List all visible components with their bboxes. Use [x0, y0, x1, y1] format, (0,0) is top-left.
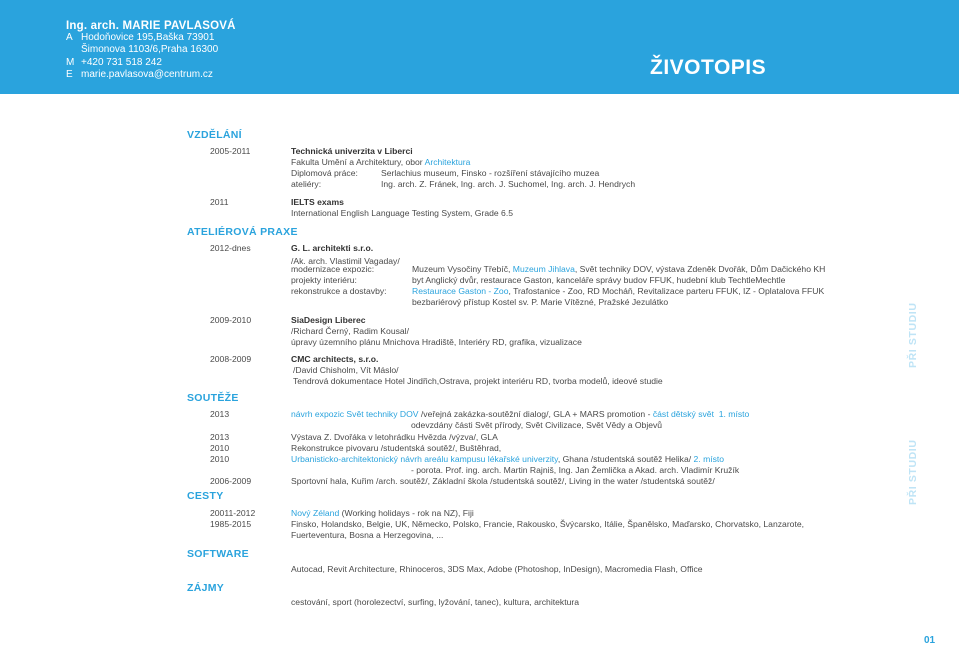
faculty-text: Fakulta Umění a Architektury, obor: [291, 157, 425, 167]
competition-2-text: Výstava Z. Dvořáka v letohrádku Hvězda /výzva/, GLA: [291, 432, 498, 442]
vertical-label-1: PŘI STUDIU: [907, 302, 919, 368]
competition-1-line: [291, 409, 749, 420]
competition-link[interactable]: Urbanisticko-architektonický návrh areálu kampusu lékařské univerzity: [291, 454, 558, 464]
competition-4-years: 2010: [210, 454, 230, 464]
practice-1-row-4: bezbariérový přístup Kostel sv. P. Marie Vítězné, Pražské Jezulátko: [412, 297, 669, 307]
travel-2-years: 1985-2015: [210, 519, 252, 529]
software-text: Autocad, Revit Architecture, Rhinoceros, 3DS Max, Adobe (Photoshop, InDesign), Macromedia Flash, Office: [291, 564, 703, 574]
competition-4-line-2: - porota. Prof. ing. arch. Martin Rajniš, Ing. Jan Žemlička a Akad. arch. Vladimír Kružík: [411, 465, 740, 475]
email-link[interactable]: marie.pavlasova@centrum.cz: [81, 68, 213, 80]
address-line-2: Šimonova 1103/6,Praha 16300: [81, 44, 219, 56]
travel-text: (Working holidays - rok na NZ), Fiji: [339, 508, 474, 518]
education-2-title: IELTS exams: [291, 197, 344, 207]
education-2-detail: International English Language Testing System, Grade 6.5: [291, 208, 513, 218]
travel-1-years: 20011-2012: [210, 508, 256, 518]
education-1-years: 2005-2011: [210, 146, 251, 156]
section-travel-heading: CESTY: [187, 490, 224, 502]
practice-1-row-3: [291, 286, 824, 297]
row-text: , Svět techniky DOV, výstava Zdeněk Dvořák, Dům Dačického KH: [574, 264, 826, 274]
competition-link[interactable]: část dětský svět: [652, 409, 714, 419]
interests-text: cestování, sport (horolezectví, surfing, lyžování, tanec), kultura, architektura: [291, 597, 580, 607]
faculty-link[interactable]: Architektura: [424, 157, 471, 167]
competition-link[interactable]: návrh expozic Svět techniky DOV: [291, 409, 419, 419]
practice-1-firm: G. L. architekti s.r.o.: [291, 243, 374, 253]
email-key: E: [66, 68, 73, 80]
practice-3-detail: Tendrová dokumentace Hotel Jindřich,Ostrava, projekt interiéru RD, tvorba modelů, ideové studie: [293, 376, 663, 386]
section-education-heading: VZDĚLÁNÍ: [187, 129, 242, 141]
row-label: rekonstrukce a dostavby:: [291, 286, 387, 296]
practice-2-detail: úpravy územního plánu Mnichova Hradiště, Interiéry RD, grafika, vizualizace: [291, 337, 582, 347]
practice-3-boss: /David Chisholm, Vít Máslo/: [293, 365, 399, 375]
section-competitions-heading: SOUTĚŽE: [187, 392, 239, 404]
address-key: A: [66, 32, 73, 44]
education-1-thesis: [291, 168, 599, 179]
competition-placement[interactable]: 2. místo: [693, 454, 725, 464]
section-practice-heading: ATELIÉROVÁ PRAXE: [187, 226, 298, 238]
contact-block: [66, 20, 236, 81]
practice-2-boss: /Richard Černý, Radim Kousal/: [291, 326, 409, 336]
competition-3-text: Rekonstrukce pivovaru /studentská soutěž/, Buštěhrad,: [291, 443, 502, 453]
row-label: projekty interiéru:: [291, 275, 357, 285]
row-label: modernizace expozic:: [291, 264, 375, 274]
address-line-1: Hodoňovice 195,Baška 73901: [81, 32, 215, 44]
competition-3-years: 2010: [210, 443, 230, 453]
competition-text: /veřejná zakázka-soutěžní dialog/, GLA + MARS promotion -: [418, 409, 653, 419]
travel-1-line: [291, 508, 474, 519]
competition-5-text: Sportovní hala, Kuřim /arch. soutěž/, Základní škola /studentská soutěž/, Living in the water /studentská soutěž/: [291, 476, 715, 486]
practice-3-years: 2008-2009: [210, 354, 252, 364]
restaurant-link[interactable]: Restaurace Gaston - Zoo: [412, 286, 509, 296]
practice-1-row-1: [291, 264, 825, 275]
practice-3-firm: CMC architects, s.r.o.: [291, 354, 379, 364]
thesis-value: Serlachius museum, Finsko - rozšíření stávajícího muzea: [381, 168, 600, 178]
competition-5-years: 2006-2009: [210, 476, 252, 486]
practice-2-firm: SiaDesign Liberec: [291, 315, 366, 325]
practice-1-row-2: [291, 275, 785, 286]
competition-text: , Ghana /studentská soutěž Helika/: [557, 454, 694, 464]
row-text: byt Anglický dvůr, restaurace Gaston, kanceláře správy budov FFUK, hudební klub TechtleMechtle: [412, 275, 786, 285]
practice-1-boss: /Ak. arch. Vlastimil Vagaday/: [291, 256, 400, 266]
practice-1-years: 2012-dnes: [210, 243, 251, 253]
contact-name: Ing. arch. MARIE PAVLASOVÁ: [66, 20, 236, 32]
travel-link[interactable]: Nový Zéland: [291, 508, 340, 518]
travel-2-line-2: Fuerteventura, Bosna a Herzegovina, ...: [291, 530, 444, 540]
competition-placement[interactable]: 1. místo: [718, 409, 750, 419]
phone-key: M: [66, 56, 75, 68]
practice-2-years: 2009-2010: [210, 315, 252, 325]
thesis-label: Diplomová práce:: [291, 168, 358, 178]
education-2-years: 2011: [210, 197, 229, 207]
section-software-heading: SOFTWARE: [187, 548, 249, 560]
competition-1-years: 2013: [210, 409, 230, 419]
document-title: ŽIVOTOPIS: [650, 56, 767, 79]
travel-2-line-1: Finsko, Holandsko, Belgie, UK, Německo, Polsko, Francie, Rakousko, Švýcarsko, Itálie, Španělsko, Maďarsko, Chorvatsko, Lanzarote,: [291, 519, 805, 529]
competition-1-line-2: odevzdány části Svět přírody, Svět Civilizace, Svět Vědy a Objevů: [411, 420, 663, 430]
education-1-faculty: [291, 157, 470, 168]
phone: +420 731 518 242: [81, 56, 162, 68]
row-text: Muzeum Vysočiny Třebíč,: [412, 264, 513, 274]
competition-2-years: 2013: [210, 432, 230, 442]
row-text: , Trafostanice - Zoo, RD Mocháň, Revitalizace parteru FFUK, IZ - Oplatalova FFUK: [508, 286, 825, 296]
competition-4-line: [291, 454, 724, 465]
studios-label: ateliéry:: [291, 179, 322, 189]
vertical-label-2: PŘI STUDIU: [907, 439, 919, 505]
education-1-studios: [291, 179, 635, 190]
education-1-school: Technická univerzita v Liberci: [291, 146, 413, 156]
studios-value: Ing. arch. Z. Fránek, Ing. arch. J. Suchomel, Ing. arch. J. Hendrych: [381, 179, 636, 189]
page-number: 01: [924, 635, 936, 646]
section-interests-heading: ZÁJMY: [187, 582, 225, 594]
museum-link[interactable]: Muzeum Jihlava: [512, 264, 575, 274]
